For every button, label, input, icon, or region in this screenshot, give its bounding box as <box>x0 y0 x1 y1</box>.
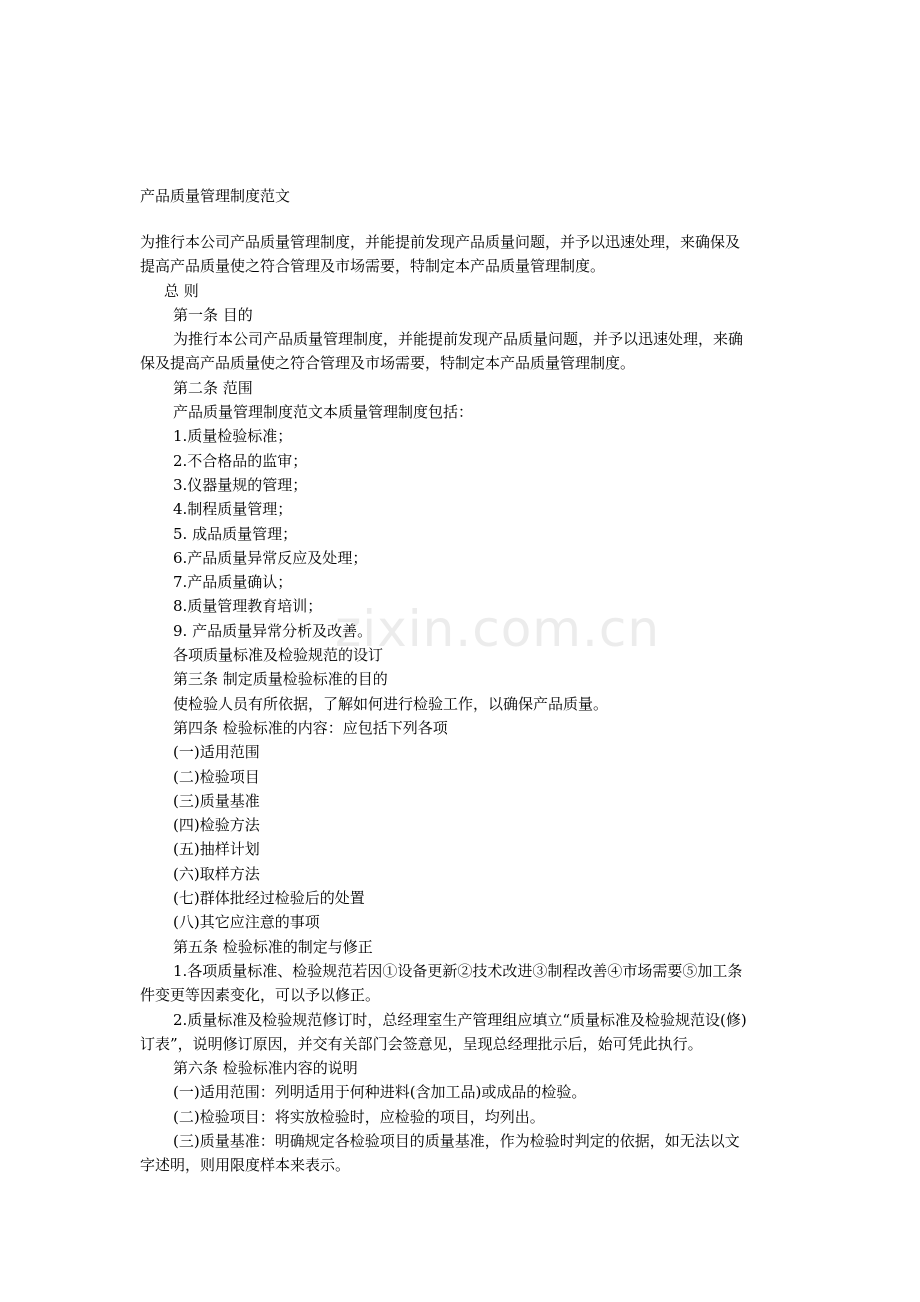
list-item: (八)其它应注意的事项 <box>173 913 320 932</box>
paragraph-line: (二)检验项目：将实放检验时，应检验的项目，均列出。 <box>173 1107 545 1126</box>
list-item: 7.产品质量确认； <box>173 573 293 592</box>
section-heading: 总 则 <box>164 281 199 300</box>
paragraph-line: 产品质量管理制度范文本质量管理制度包括： <box>173 403 474 422</box>
paragraph-line: 保及提高产品质量使之符合管理及市场需要，特制定本产品质量管理制度。 <box>140 354 636 373</box>
article-heading: 第五条 检验标准的制定与修正 <box>173 937 373 956</box>
list-item: 3.仪器量规的管理； <box>173 475 308 494</box>
paragraph-line: 使检验人员有所依据，了解如何进行检验工作，以确保产品质量。 <box>173 694 609 713</box>
list-item: 1.质量检验标准； <box>173 427 293 446</box>
section-heading: 各项质量标准及检验规范的设订 <box>173 646 384 665</box>
article-heading: 第四条 检验标准的内容：应包括下列各项 <box>173 718 448 737</box>
list-item: (二)检验项目 <box>173 767 260 786</box>
document-title: 产品质量管理制度范文 <box>140 187 291 205</box>
paragraph-line: 件变更等因素变化，可以予以修正。 <box>140 986 381 1005</box>
paragraph-line: 2.质量标准及检验规范修订时，总经理室生产管理组应填立“质量标准及检验规范设(修) <box>173 1010 747 1029</box>
paragraph-line: 1.各项质量标准、检验规范若因①设备更新②技术改进③制程改善④市场需要⑤加工条 <box>173 961 743 980</box>
paragraph-line: 为推行本公司产品质量管理制度，并能提前发现产品质量问题，并予以迅速处理，来确 <box>173 330 744 349</box>
paragraph-line: 订表”，说明修订原因，并交有关部门会签意见，呈现总经理批示后，始可凭此执行。 <box>140 1034 703 1053</box>
paragraph-line: 字述明，则用限度样本来表示。 <box>140 1156 351 1175</box>
paragraph-line: 为推行本公司产品质量管理制度，并能提前发现产品质量问题，并予以迅速处理，来确保及 <box>140 233 741 251</box>
list-item: (四)检验方法 <box>173 816 260 835</box>
list-item: (五)抽样计划 <box>173 840 260 859</box>
article-heading: 第一条 目的 <box>173 305 253 324</box>
paragraph-line: (一)适用范围：列明适用于何种进料(含加工品)或成品的检验。 <box>173 1083 587 1102</box>
article-heading: 第二条 范围 <box>173 378 253 397</box>
list-item: (一)适用范围 <box>173 743 260 762</box>
list-item: 4.制程质量管理； <box>173 500 293 519</box>
list-item: 8.质量管理教育培训； <box>173 597 323 616</box>
watermark: zixin.com.cn <box>335 600 661 658</box>
list-item: (六)取样方法 <box>173 864 260 883</box>
article-heading: 第六条 检验标准内容的说明 <box>173 1059 358 1078</box>
article-heading: 第三条 制定质量检验标准的目的 <box>173 670 388 689</box>
list-item: 9. 产品质量异常分析及改善。 <box>173 621 373 640</box>
list-item: 5. 成品质量管理； <box>173 524 298 543</box>
list-item: 6.产品质量异常反应及处理； <box>173 548 368 567</box>
list-item: (七)群体批经过检验后的处置 <box>173 889 365 908</box>
paragraph-line: 提高产品质量使之符合管理及市场需要，特制定本产品质量管理制度。 <box>140 257 606 276</box>
paragraph-line: (三)质量基准：明确规定各检验项目的质量基准，作为检验时判定的依据，如无法以文 <box>173 1131 740 1150</box>
document-body <box>140 230 788 1178</box>
list-item: (三)质量基准 <box>173 791 260 810</box>
list-item: 2.不合格品的监审； <box>173 451 308 470</box>
